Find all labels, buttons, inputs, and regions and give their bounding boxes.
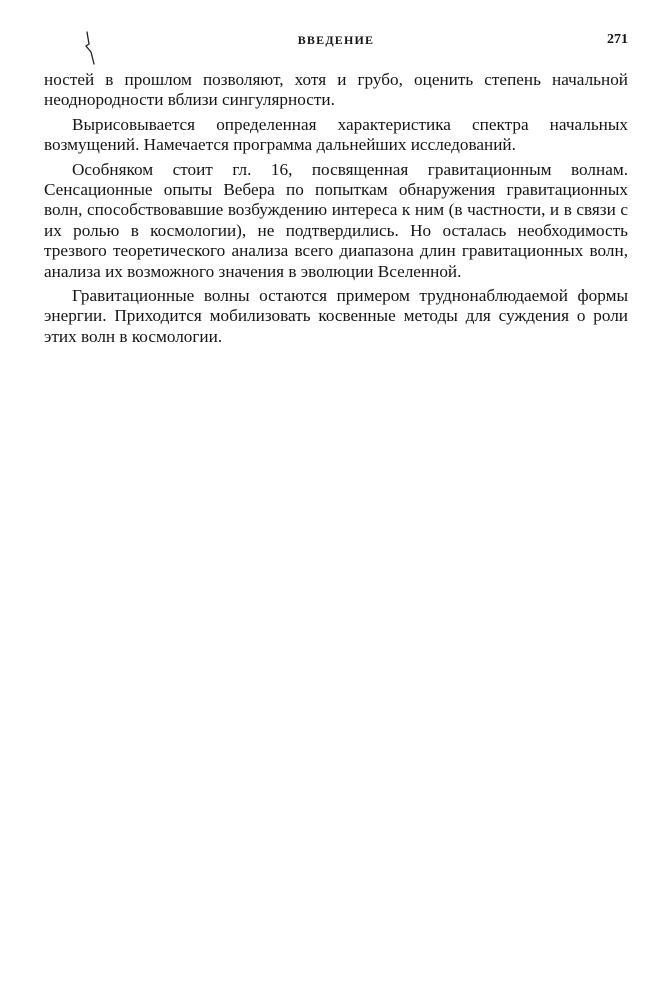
paragraph: Особняком стоит гл. 16, посвященная гравитационным волнам. Сенсационные опыты Вебера по попыткам обнаружения гравитационных волн, способствовавшие возбуждению интереса к ним (в частности, и в связи с их ролью в космологии), не подтвердились. Но осталась необходимость трезвого теоретического анализа всего диапазона длин гравитационных волн, анализа их возможного значения в эволюции Вселенной. <box>44 159 628 281</box>
paragraph: Вырисовывается определенная характеристика спектра начальных возмущений. Намечается программа дальнейших исследований. <box>44 114 628 155</box>
running-title: ВВЕДЕНИЕ <box>297 33 375 47</box>
paragraph-continuation: ностей в прошлом позволяют, хотя и грубо, оценить степень начальной неоднородности вблизи сингулярности. <box>44 70 628 110</box>
body-text <box>44 70 628 347</box>
running-head <box>44 33 628 53</box>
page-number: 271 <box>607 32 628 47</box>
pencil-mark-icon <box>84 30 96 66</box>
paragraph: Гравитационные волны остаются примером труднонаблюдаемой формы энергии. Приходится мобилизовать косвенные методы для суждения о роли этих волн в космологии. <box>44 286 628 346</box>
